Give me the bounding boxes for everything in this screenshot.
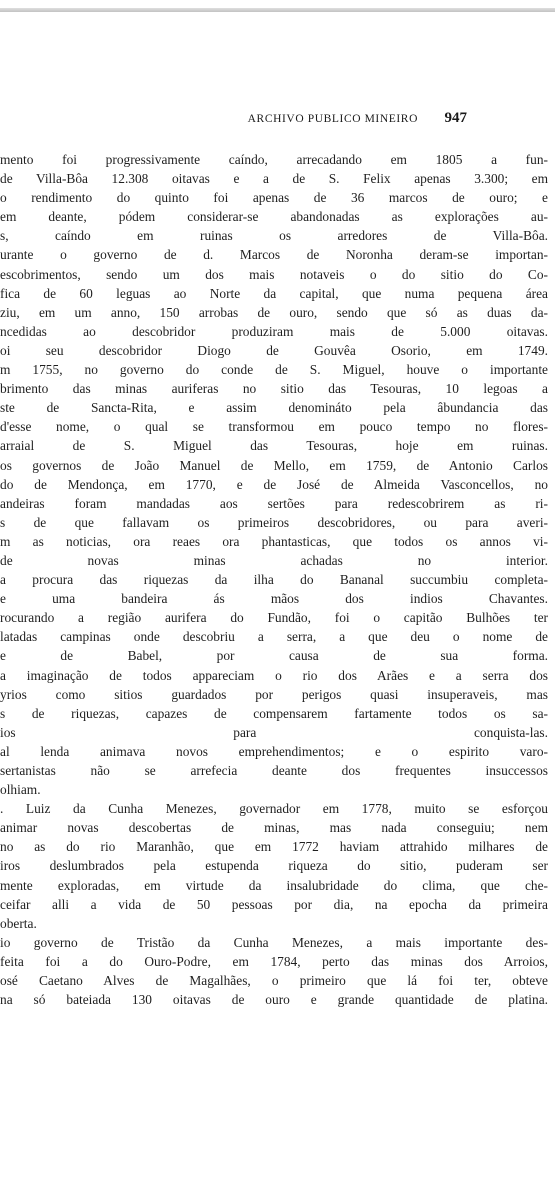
page-number: 947 (444, 110, 467, 126)
text-line: io governo de Tristão da Cunha Menezes, a mais importante des- (0, 934, 548, 950)
text-line: s, caíndo em ruinas os arredores de Villa-Bôa. (0, 228, 548, 244)
text-line: fica de 60 leguas ao Norte da capital, que numa pequena área (0, 285, 548, 301)
text-line: arraial de S. Miguel das Tesouras, hoje em ruinas. (0, 438, 548, 454)
text-line: ncedidas ao descobridor produziram mais de 5.000 oitavas. (0, 323, 548, 339)
text-line: olhiam. (0, 782, 41, 798)
text-line: escobrimentos, sendo um dos mais notaveis o do sitio do Co- (0, 266, 548, 282)
text-line: ios para conquista-las. (0, 724, 548, 740)
text-line: animar novas descobertas de minas, mas nada conseguiu; nem (0, 820, 548, 836)
text-line: andeiras foram mandadas aos sertões para redescobrirem as ri- (0, 495, 548, 511)
text-line: oi seu descobridor Diogo de Gouvêa Osorio, em 1749. (0, 342, 548, 358)
text-line: brimento das minas auriferas no sitio das Tesouras, 10 legoas a (0, 381, 548, 397)
text-line: d'esse nome, o qual se transformou em pouco tempo no flores- (0, 419, 548, 435)
text-line: na só bateiada 130 oitavas de ouro e grande quantidade de platina. (0, 992, 548, 1008)
text-line: iros deslumbrados pela estupenda riqueza do sitio, puderam ser (0, 858, 548, 874)
text-line: ste de Sancta-Rita, e assim denomináto pela âbundancia das (0, 400, 548, 416)
text-line: s de que fallavam os primeiros descobridores, ou para averi- (0, 514, 548, 530)
text-line: s de riquezas, capazes de compensarem fartamente todos os sa- (0, 705, 548, 721)
text-line: mente exploradas, em virtude da insalubridade do clima, que che- (0, 877, 548, 893)
text-line: a procura das riquezas da ilha do Bananal succumbiu completa- (0, 572, 548, 588)
text-line: do de Mendonça, em 1770, e de José de Almeida Vasconcellos, no (0, 476, 548, 492)
text-line: mento foi progressivamente caíndo, arrecadando em 1805 a fun- (0, 152, 548, 167)
text-line: m as noticias, ora reaes ora phantasticas, que todos os annos vi- (0, 533, 548, 549)
text-line: urante o governo de d. Marcos de Noronha deram-se importan- (0, 247, 548, 263)
running-head: ARCHIVO PUBLICO MINEIRO (247, 113, 418, 125)
text-line: a imaginação de todos appareciam o rio dos Arães e a serra dos (0, 667, 548, 683)
text-line: feita foi a do Ouro-Podre, em 1784, perto das minas dos Arroios, (0, 953, 548, 969)
text-line: osé Caetano Alves de Magalhães, o primeiro que lá foi ter, obteve (0, 973, 548, 989)
text-line: e uma bandeira ás mãos dos indios Chavantes. (0, 591, 548, 607)
text-line: o rendimento do quinto foi apenas de 36 marcos de ouro; e (0, 190, 548, 206)
page-top-edge (0, 8, 555, 12)
text-line: . Luiz da Cunha Menezes, governador em 1778, muito se esforçou (0, 801, 548, 817)
text-line: os governos de João Manuel de Mello, em 1759, de Antonio Carlos (0, 457, 548, 473)
text-line: de Villa-Bôa 12.308 oitavas e a de S. Felix apenas 3.300; em (0, 171, 548, 187)
text-line: m 1755, no governo do conde de S. Miguel, houve o importante (0, 362, 548, 378)
text-line: sertanistas não se arrefecia deante dos frequentes insuccessos (0, 763, 548, 778)
text-line: al lenda animava novos emprehendimentos; e o espirito varo- (0, 743, 548, 759)
text-line: latadas campinas onde descobriu a serra, a que deu o nome de (0, 629, 548, 645)
text-line: em deante, pódem considerar-se abandonadas as explorações au- (0, 209, 548, 225)
text-line: rocurando a região aurifera do Fundão, foi o capitão Bulhões ter (0, 610, 548, 626)
text-line: e de Babel, por causa de sua forma. (0, 648, 548, 664)
text-line: yrios como sitios guardados por perigos quasi insuperaveis, mas (0, 686, 548, 702)
text-line: no as do rio Maranhão, que em 1772 haviam attrahido milhares de (0, 839, 548, 855)
text-line: oberta. (0, 915, 37, 931)
text-line: ziu, em um anno, 150 arrobas de ouro, sendo que só as duas da- (0, 304, 548, 320)
text-line: de novas minas achadas no interior. (0, 552, 548, 568)
body-text (0, 150, 548, 1009)
page-header (0, 111, 555, 131)
text-line: ceifar alli a vida de 50 pessoas por dia, na epocha da primeira (0, 896, 548, 912)
